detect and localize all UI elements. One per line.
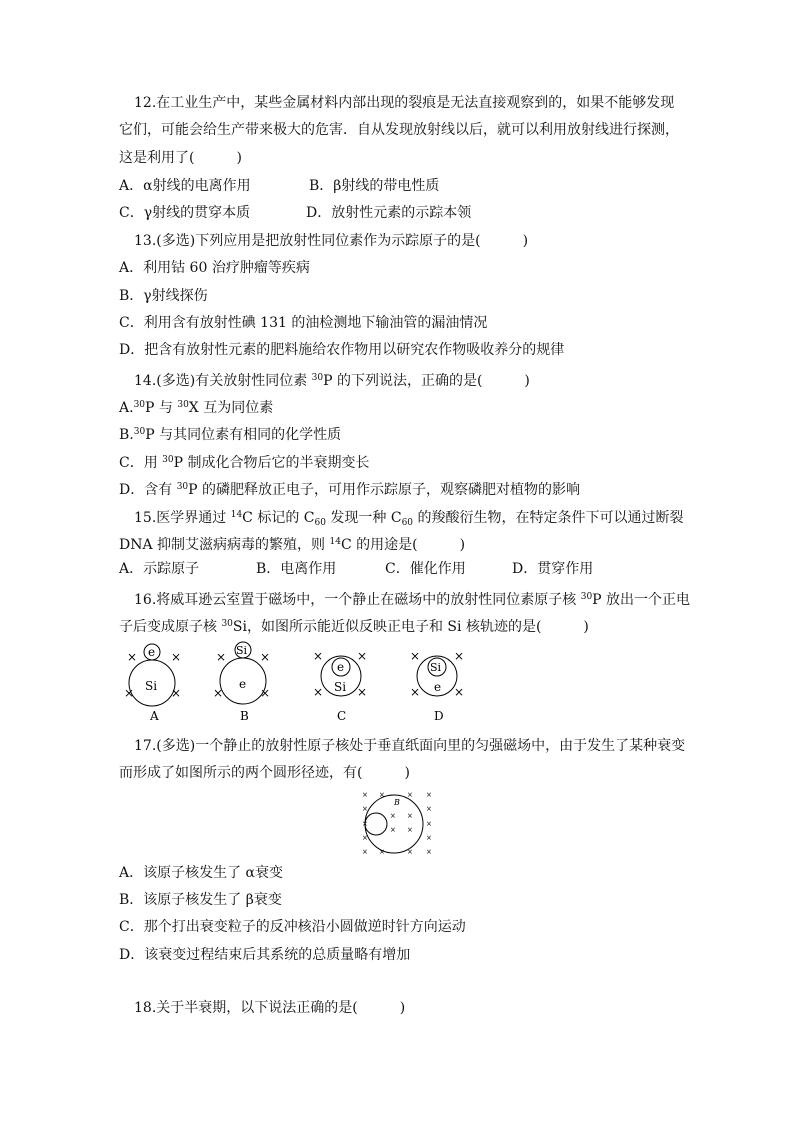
q12-option-b: B．β射线的带电性质	[309, 178, 440, 194]
q17-figure	[356, 788, 436, 858]
q14-option-c: C．用 $^{30}$P 制成化合物后它的半衰期变长	[119, 455, 370, 471]
svg-text:×: ×	[171, 650, 182, 664]
q16-stem-line1: 16.将威耳逊云室置于磁场中，一个静止在磁场中的放射性同位素原子核 $^{30}$P 放出一个正电	[134, 592, 691, 608]
svg-text:×: ×	[426, 805, 432, 813]
q16-figure	[115, 640, 465, 730]
svg-text:×: ×	[379, 848, 385, 856]
svg-text:×: ×	[362, 834, 368, 842]
svg-text:×: ×	[410, 649, 421, 663]
q15-stem-line1: 15.医学界通过 $^{14}$C 标记的 $C_{60}$ 发现一种 $C_{60}$ 的羧酸衍生物，在特定条件下可以通过断裂	[134, 510, 684, 528]
svg-text:×: ×	[362, 848, 368, 856]
q17-stem-line1: 17.(多选)一个静止的放射性原子核处于垂直纸面向里的匀强磁场中，由于发生了某种衰变	[134, 738, 686, 754]
track-figure-a	[124, 644, 181, 723]
q17-option-b: B．该原子核发生了 β衰变	[119, 892, 282, 908]
svg-text:×: ×	[260, 650, 271, 664]
svg-text:×: ×	[407, 791, 413, 799]
svg-text:×: ×	[357, 649, 368, 663]
svg-text:×: ×	[357, 685, 368, 699]
svg-text:Si: Si	[430, 661, 442, 674]
q13-option-c: C．利用含有放射性碘 131 的油检测地下输油管的漏油情况	[119, 315, 488, 331]
svg-text:×: ×	[407, 812, 413, 820]
svg-text:×: ×	[260, 686, 271, 700]
q12-stem-line2: 它们，可能会给生产带来极大的危害．自从发现放射线以后，就可以利用放射线进行探测，	[119, 122, 679, 138]
svg-text:e: e	[148, 645, 156, 659]
svg-text:×: ×	[216, 650, 227, 664]
q14-option-a: A.$^{30}$P 与 $^{30}$X 互为同位素	[119, 400, 274, 416]
q17-stem-line2: 而形成了如图所示的两个圆形径迹，有( )	[119, 765, 410, 781]
svg-text:Si: Si	[334, 680, 347, 694]
svg-text:×: ×	[362, 820, 368, 828]
svg-text:×: ×	[426, 848, 432, 856]
q14-option-b: B.$^{30}$P 与其同位素有相同的化学性质	[119, 427, 342, 443]
q12-option-a: A．α射线的电离作用	[119, 178, 251, 194]
svg-text:×: ×	[454, 685, 465, 699]
track-figure-d	[410, 649, 464, 723]
figure-label-a: A	[150, 709, 159, 723]
svg-text:e: e	[337, 660, 345, 674]
svg-text:×: ×	[426, 791, 432, 799]
svg-text:×: ×	[124, 686, 135, 700]
q15-option-a: A．示踪原子	[119, 561, 200, 577]
q17-option-d: D．该衰变过程结束后其系统的总质量略有增加	[119, 947, 411, 963]
svg-text:×: ×	[426, 834, 432, 842]
q15-option-b: B．电离作用	[256, 561, 337, 577]
figure-label-c: C	[337, 709, 347, 723]
q17-option-c: C．那个打出衰变粒子的反冲核沿小圆做逆时针方向运动	[119, 919, 466, 935]
q14-option-d: D．含有 $^{30}$P 的磷肥释放正电子，可用作示踪原子，观察磷肥对植物的影响	[119, 482, 581, 498]
track-figure-b	[213, 642, 270, 723]
svg-text:×: ×	[426, 820, 432, 828]
q12-option-c: C．γ射线的贯穿本质	[119, 205, 251, 221]
svg-text:×: ×	[313, 685, 324, 699]
track-figure-c	[313, 649, 367, 723]
q12-stem-line1: 12.在工业生产中，某些金属材料内部出现的裂痕是无法直接观察到的，如果不能够发现	[134, 95, 675, 111]
q15-option-d: D．贯穿作用	[512, 561, 594, 577]
svg-text:×: ×	[410, 685, 421, 699]
q12-option-d: D．放射性元素的示踪本领	[306, 205, 472, 221]
svg-text:×: ×	[407, 848, 413, 856]
svg-text:e: e	[239, 677, 247, 691]
svg-text:×: ×	[127, 650, 138, 664]
svg-text:×: ×	[171, 686, 182, 700]
q15-stem-line2: DNA 抑制艾滋病病毒的繁殖，则 $^{14}$C 的用途是( )	[119, 537, 466, 553]
q13-stem: 13.(多选)下列应用是把放射性同位素作为示踪原子的是( )	[134, 233, 529, 249]
svg-text:Si: Si	[236, 644, 248, 657]
svg-text:×: ×	[390, 826, 396, 834]
svg-text:×: ×	[362, 805, 368, 813]
svg-text:×: ×	[362, 791, 368, 799]
figure-label-b: B	[240, 709, 249, 723]
field-label: B	[394, 798, 400, 807]
svg-text:×: ×	[213, 686, 224, 700]
q16-stem-line2: 子后变成原子核 $^{30}$Si，如图所示能近似反映正电子和 Si 核轨迹的是( )	[119, 619, 589, 635]
svg-text:e: e	[434, 680, 442, 694]
figure-label-d: D	[434, 709, 444, 723]
q14-stem: 14.(多选)有关放射性同位素 $^{30}$P 的下列说法，正确的是( )	[134, 373, 530, 389]
q13-option-d: D．把含有放射性元素的肥料施给农作物用以研究农作物吸收养分的规律	[119, 342, 565, 358]
q13-option-a: A．利用钴 60 治疗肿瘤等疾病	[119, 260, 310, 276]
q12-stem-line3: 这是利用了( )	[119, 150, 242, 166]
svg-text:×: ×	[454, 649, 465, 663]
q17-option-a: A．该原子核发生了 α衰变	[119, 865, 284, 881]
svg-text:×: ×	[379, 791, 385, 799]
svg-text:×: ×	[313, 649, 324, 663]
q13-option-b: B．γ射线探伤	[119, 288, 208, 304]
svg-text:Si: Si	[145, 679, 158, 693]
small-track	[365, 813, 387, 835]
mass-number: 30	[311, 373, 324, 383]
q15-option-c: C．催化作用	[385, 561, 466, 577]
svg-text:×: ×	[390, 812, 396, 820]
svg-text:×: ×	[407, 826, 413, 834]
q18-stem: 18.关于半衰期，以下说法正确的是( )	[134, 1000, 406, 1016]
